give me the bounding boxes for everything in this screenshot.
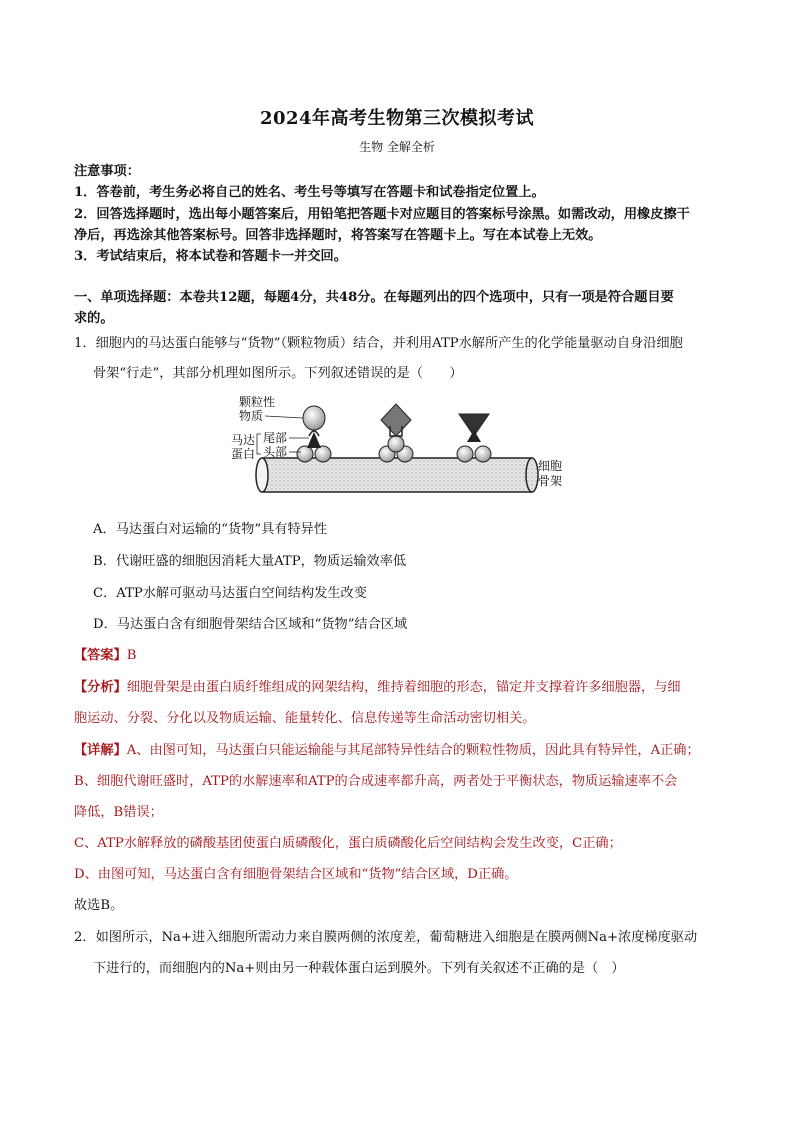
analysis-tag: 【分析】	[74, 680, 127, 695]
answer-value: B	[126, 648, 137, 663]
analysis-text: 细胞骨架是由蛋白质纤维组成的网架结构，维持着细胞的形态，锚定并支撑着许多细胞器，与细	[126, 680, 681, 695]
detail-text: A、由图可知，马达蛋白只能运输能与其尾部特异性结合的颗粒性物质，因此具有特异性，A正确；	[126, 743, 700, 758]
notes-item: 2．回答选择题时，选出每小题答案后，用铅笔把答题卡对应题目的答案标号涂黑。如需改动，用橡皮擦干	[74, 207, 690, 222]
label-head: 头部	[263, 445, 288, 459]
detail-text-b-cont: 降低，B错误；	[74, 805, 163, 820]
analysis-line	[74, 676, 724, 695]
question-1-stem-cont: 骨架“行走”，其部分机理如图所示。下列叙述错误的是（ ）	[93, 366, 463, 381]
page-subtitle: 生物 全解全析	[359, 140, 435, 154]
detail-text-b: B、细胞代谢旺盛时，ATP的水解速率和ATP的合成速率都升高，两者处于平衡状态，物质运输速率不会	[74, 774, 678, 789]
section-heading-cont: 求的。	[74, 311, 114, 326]
label-cytoskeleton-1: 细胞	[538, 459, 563, 473]
question-2-stem-cont: 下进行的，而细胞内的Na+则由另一种载体蛋白运到膜外。下列有关叙述不正确的是（ ）	[93, 961, 625, 976]
label-motor-1: 马达	[231, 433, 256, 447]
detail-text-d: D、由图可知，马达蛋白含有细胞骨架结合区域和“货物”结合区域，D正确。	[74, 867, 518, 882]
label-particle-1: 颗粒性	[239, 395, 276, 409]
label-particle-2: 物质	[239, 409, 264, 423]
option-a: A．马达蛋白对运输的“货物”具有特异性	[93, 522, 328, 537]
notes-heading: 注意事项：	[74, 164, 140, 179]
detail-tag: 【详解】	[74, 743, 127, 758]
detail-text-c: C、ATP水解释放的磷酸基团使蛋白质磷酸化，蛋白质磷酸化后空间结构会发生改变，C正确；	[74, 836, 622, 851]
motor-protein-diagram	[227, 392, 567, 502]
question-1-stem: 1．细胞内的马达蛋白能够与“货物”（颗粒物质）结合，并利用ATP水解所产生的化学能量驱动自身沿细胞	[74, 336, 683, 351]
question-2-stem: 2．如图所示，Na+进入细胞所需动力来自膜两侧的浓度差，葡萄糖进入细胞是在膜两侧Na+浓度梯度驱动	[74, 930, 698, 945]
option-b: B．代谢旺盛的细胞因消耗大量ATP，物质运输效率低	[93, 554, 407, 569]
motor-protein-1	[297, 406, 331, 462]
notes-item: 净后，再选涂其他答案标号。回答非选择题时，将答案写在答题卡上。写在本试卷上无效。	[74, 228, 602, 243]
detail-line	[74, 739, 724, 758]
label-tail: 尾部	[263, 431, 288, 445]
label-motor-2: 蛋白	[231, 447, 256, 461]
answer-tag: 【答案】	[74, 648, 127, 663]
cytoskeleton	[256, 458, 538, 492]
option-c: C．ATP水解可驱动马达蛋白空间结构发生改变	[93, 586, 367, 601]
answer-line	[74, 644, 724, 663]
analysis-text-cont: 胞运动、分裂、分化以及物质运输、能量转化、信息传递等生命活动密切相关。	[74, 711, 536, 726]
option-d: D．马达蛋白含有细胞骨架结合区域和“货物”结合区域	[93, 617, 408, 632]
label-cytoskeleton-2: 骨架	[538, 474, 563, 488]
section-heading: 一、单项选择题：本卷共12题，每题4分，共48分。在每题列出的四个选项中，只有一项是符合题目要	[74, 290, 674, 305]
notes-item: 3．考试结束后，将本试卷和答题卡一并交回。	[74, 249, 347, 264]
page-title: 2024年高考生物第三次模拟考试	[259, 108, 535, 129]
notes-item: 1．答卷前，考生务必将自己的姓名、考生号等填写在答题卡和试卷指定位置上。	[74, 185, 545, 200]
motor-protein-2	[379, 404, 413, 462]
motor-protein-3	[457, 414, 491, 462]
conclusion: 故选B。	[74, 898, 124, 913]
